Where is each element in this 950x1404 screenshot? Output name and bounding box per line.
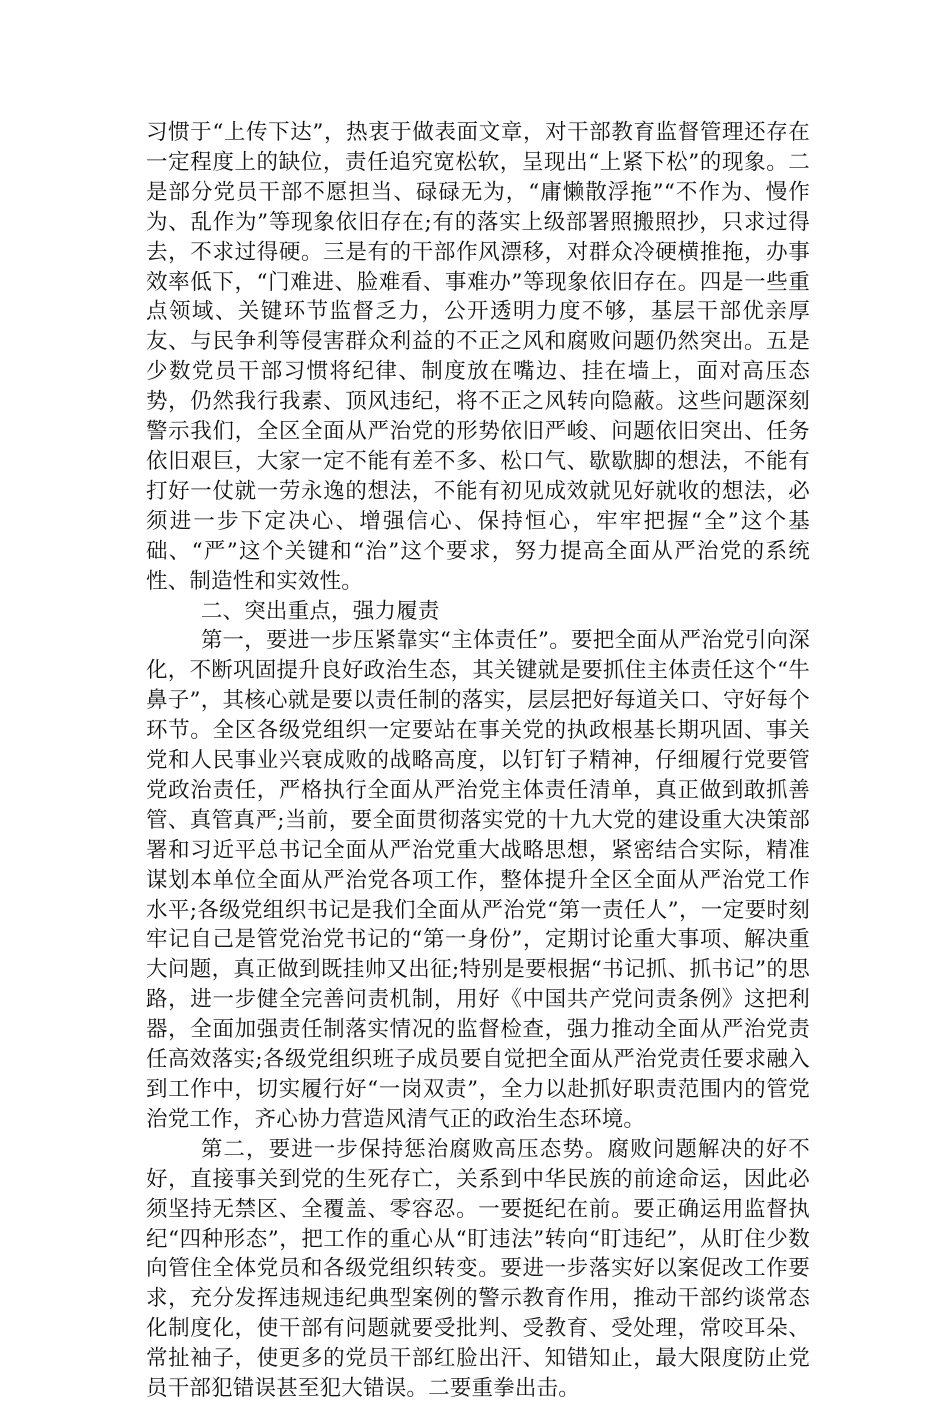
paragraph-second-point: 第二，要进一步保持惩治腐败高压态势。腐败问题解决的好不好，直接事关到党的生死存亡，关系到中华民族的前途命运，因此必须坚持无禁区、全覆盖、零容忍。一要挺纪在前。要正确运用监督执纪“四种形态”，把工作的重心从“盯违法”转向“盯违纪”，从盯住少数向管住全体党员和各级党组织转变。要进一步落实好以案促改工作要求，充分发挥违规违纪典型案例的警示教育作用，推动干部约谈常态化制度化，使干部有问题就要受批判、受教育、受处理，常咬耳朵、常扯袖子，使更多的党员干部红脸出汗、知错知止，最大限度防止党员干部犯错误甚至犯大错误。二要重拳出击。 <box>146 1136 810 1402</box>
document-page <box>146 118 810 1404</box>
paragraph-first-point: 第一，要进一步压紧靠实“主体责任”。要把全面从严治党引向深化，不断巩固提升良好政治生态，其关键就是要抓住主体责任这个“牛鼻子”，其核心就是要以责任制的落实，层层把好每道关口、守好每个环节。全区各级党组织一定要站在事关党的执政根基长期巩固、事关党和人民事业兴衰成败的战略高度，以钉钉子精神，仔细履行党要管党政治责任，严格执行全面从严治党主体责任清单，真正做到敢抓善管、真管真严;当前，要全面贯彻落实党的十九大党的建设重大决策部署和习近平总书记全面从严治党重大战略思想，紧密结合实际，精准谋划本单位全面从严治党各项工作，整体提升全区全面从严治党工作水平;各级党组织书记是我们全面从严治党“第一责任人”，一定要时刻牢记自己是管党治党书记的“第一身份”，定期讨论重大事项、解决重大问题，真正做到既挂帅又出征;特别是要根据“书记抓、抓书记”的思路，进一步健全完善问责机制，用好《中国共产党问责条例》这把利器，全面加强责任制落实情况的监督检查，强力推动全面从严治党责任高效落实;各级党组织班子成员要自觉把全面从严治党责任要求融入到工作中，切实履行好“一岗双责”，全力以赴抓好职责范围内的管党治党工作，齐心协力营造风清气正的政治生态环境。 <box>146 628 810 1132</box>
section-heading: 二、突出重点，强力履责 <box>200 598 440 624</box>
paragraph-continuation: 习惯于“上传下达”，热衷于做表面文章，对干部教育监督管理还存在一定程度上的缺位，责任追究宽松软，呈现出“上紧下松”的现象。二是部分党员干部不愿担当、碌碌无为，“庸懒散浮拖”“不作为、慢作为、乱作为”等现象依旧存在;有的落实上级部署照搬照抄，只求过得去，不求过得硬。三是有的干部作风漂移，对群众冷硬横推拖，办事效率低下，“门难进、脸难看、事难办”等现象依旧存在。四是一些重点领域、关键环节监督乏力，公开透明力度不够，基层干部优亲厚友、与民争利等侵害群众利益的不正之风和腐败问题仍然突出。五是少数党员干部习惯将纪律、制度放在嘴边、挂在墙上，面对高压态势，仍然我行我素、顶风违纪，将不正之风转向隐蔽。这些问题深刻警示我们，全区全面从严治党的形势依旧严峻、问题依旧突出、任务依旧艰巨，大家一定不能有差不多、松口气、歇歇脚的想法，不能有打好一仗就一劳永逸的想法，不能有初见成效就见好就收的想法，必须进一步下定决心、增强信心、保持恒心，牢牢把握“全”这个基础、“严”这个关键和“治”这个要求，努力提高全面从严治党的系统性、制造性和实效性。 <box>146 120 810 594</box>
